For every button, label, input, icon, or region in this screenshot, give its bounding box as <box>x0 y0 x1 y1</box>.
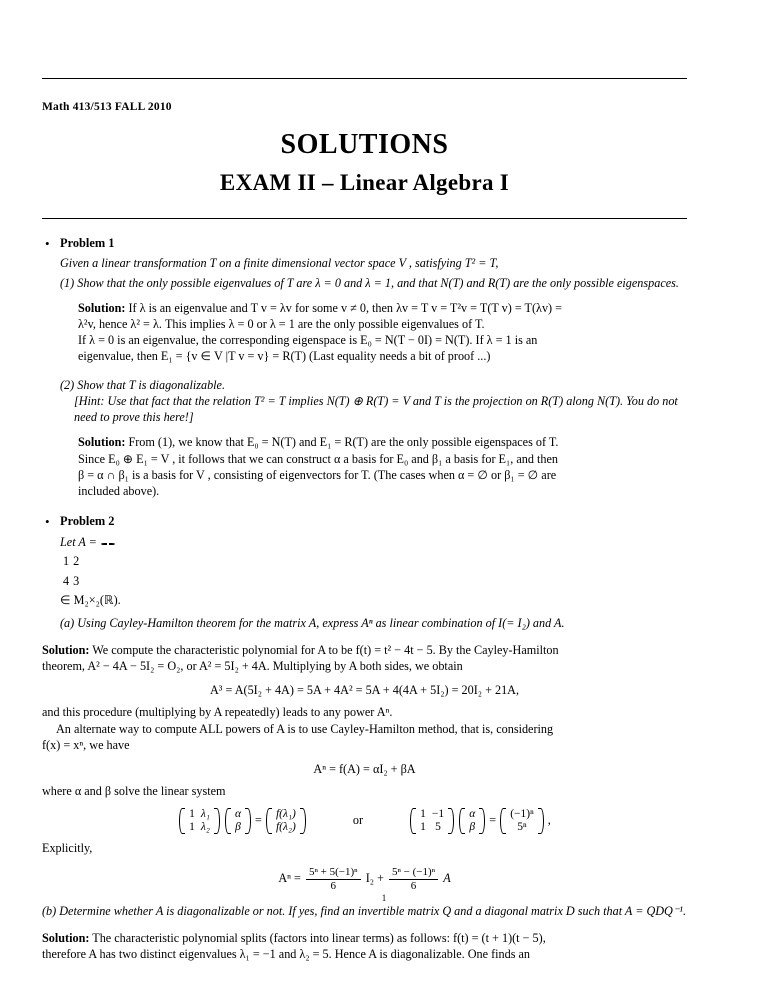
matrix-cell: α <box>234 807 241 820</box>
matrix-cell: α <box>469 807 476 820</box>
display3-prefix: Aⁿ = <box>278 871 301 886</box>
solution-line-1: From (1), we know that E₀ = N(T) and E₁ = R(T) are the only possible eigenspaces of T. <box>128 435 559 450</box>
solution-line-3: β = α ∩ β₁ is a basis for V , consisting of eigenvectors for T. (The cases when α = ∅ or β₁ = ∅ are <box>78 467 557 482</box>
system-rhs-vector-2 <box>500 808 544 834</box>
solution-line-2: λ²v, hence λ² = λ. This implies λ = 0 or λ = 1 are the only possible eigenvalues of T. <box>78 317 485 332</box>
matrix-cell: 1 <box>189 820 195 833</box>
fraction-1 <box>306 866 361 892</box>
system-coefficient-matrix-2 <box>410 808 454 834</box>
system-unknown-vector-2 <box>459 808 485 834</box>
matrix-cell: f(λ₁) <box>275 807 296 820</box>
document-subtitle: EXAM II – Linear Algebra I <box>219 170 510 195</box>
solution-line-4: included above). <box>78 484 160 499</box>
title-rule <box>42 218 687 219</box>
problem-2 <box>42 513 687 631</box>
problem-2-heading: • Problem 2 <box>60 514 115 529</box>
problem-1-part-2-label: (2) <box>60 377 75 392</box>
fraction-denominator: 6 <box>389 879 438 893</box>
fraction-numerator: 5ⁿ + 5(−1)ⁿ <box>308 866 358 879</box>
explicitly-label: Explicitly, <box>42 841 93 856</box>
solution-line-2: Since E₀ ⊕ E₁ = V , it follows that we can construct α a basis for E₀ and β₁ a basis for E₁, and then <box>78 451 558 466</box>
fraction-denominator: 6 <box>306 879 361 893</box>
top-rule <box>42 78 687 79</box>
matrix-A-cell: 1 <box>63 553 70 568</box>
problem-2-solution-a <box>42 642 687 674</box>
let-prefix: Let A = <box>60 534 97 549</box>
system-trailer: , <box>547 812 551 827</box>
page-number: 1 <box>381 893 387 903</box>
document-title: SOLUTIONS <box>280 129 449 160</box>
matrix-cell: 5 <box>435 820 441 833</box>
problem-1-part-2 <box>60 377 687 426</box>
solution-line-2: theorem, A² − 4A − 5I₂ = O₂, or A² = 5I₂ + 4A. Multiplying by A both sides, we obtain <box>42 659 463 674</box>
solution-line-4: An alternate way to compute ALL powers of A is to use Cayley-Hamilton method, that is, considering <box>56 721 554 736</box>
problem-1-statement: Given a linear transformation T on a finite dimensional vector space V , satisfying T² = T, <box>60 256 499 271</box>
matrix-cell: β <box>235 820 241 833</box>
matrix-cell: −1 <box>431 807 445 820</box>
fraction-numerator: 5ⁿ − (−1)ⁿ <box>391 866 436 879</box>
problem-1-part-1-text: Show that the only possible eigenvalues of T are λ = 0 and λ = 1, and that N(T) and R(T) are the only possible eigenspaces. <box>77 275 679 290</box>
solution-label: Solution: <box>78 300 126 315</box>
let-suffix: ∈ M₂×₂(ℝ). <box>60 593 121 608</box>
matrix-cell: 1 <box>420 807 426 820</box>
display-equation-3 <box>42 866 687 892</box>
matrix-cell: β <box>469 820 476 833</box>
matrix-cell: λ₂ <box>200 820 210 833</box>
matrix-cell: λ₁ <box>200 807 210 820</box>
solution-line-2: therefore A has two distinct eigenvalues λ₁ = −1 and λ₂ = 5. Hence A is diagonalizable. One finds an <box>42 946 531 961</box>
display3-suffix: A <box>443 871 451 886</box>
title-block <box>42 127 687 198</box>
matrix-cell: f(λ₂) <box>275 820 296 833</box>
solution-line-1: The characteristic polynomial splits (factors into linear terms) as follows: f(t) = (t + 1)(t − 5), <box>92 930 546 945</box>
solution-line-5: f(x) = xⁿ, we have <box>42 737 130 752</box>
problem-2-part-a: (a) Using Cayley-Hamilton theorem for the matrix A, express Aⁿ as linear combination of I(= I₂) and A. <box>60 615 565 630</box>
problem-1-heading: • Problem 1 <box>60 235 115 250</box>
solution-label: Solution: <box>78 435 126 450</box>
system-or-label: or <box>352 812 364 827</box>
problem-2-let-line <box>60 534 687 550</box>
problem-1-part-1 <box>60 275 687 291</box>
matrix-A-cell: 2 <box>73 553 80 568</box>
solution-label: Solution: <box>42 930 90 945</box>
matrix-A-cell: 3 <box>73 574 80 589</box>
display-linear-system: 1 λ₁ 1 λ₂ α β = f(λ₁) f(λ₂) or 1 −1 1 5 α β = (−1)ⁿ 5ⁿ , <box>42 808 687 834</box>
problem-1-part-2-hint: [Hint: Use that fact that the relation T² = T implies N(T) ⊕ R(T) = V and T is the projection on R(T) along N(T). You do not need to prove this here!] <box>74 393 678 425</box>
problem-1-part-2-solution <box>78 434 687 499</box>
fraction-2 <box>389 866 438 892</box>
solution-line-1: We compute the characteristic polynomial for A to be f(t) = t² − 4t − 5. By the Cayley-Hamilton <box>92 642 559 657</box>
solution-line-6: where α and β solve the linear system <box>42 784 226 799</box>
problem-1 <box>42 235 687 499</box>
system-coefficient-matrix-1 <box>179 808 220 834</box>
solution-line-3: and this procedure (multiplying by A repeatedly) leads to any power Aⁿ. <box>42 705 393 720</box>
problem-1-part-1-label: (1) <box>60 275 75 290</box>
course-header: Math 413/513 FALL 2010 <box>42 101 172 113</box>
solution-label: Solution: <box>42 642 90 657</box>
document-body <box>42 235 687 962</box>
problem-2-part-b: (b) Determine whether A is diagonalizable or not. If yes, find an invertible matrix Q and a diagonal matrix D such that A = QDQ⁻¹. <box>42 903 686 918</box>
problem-1-part-1-solution <box>78 300 687 365</box>
matrix-cell: 1 <box>189 807 195 820</box>
matrix-cell: 1 <box>420 820 426 833</box>
system-unknown-vector-1 <box>225 808 251 834</box>
matrix-A-cell: 4 <box>63 574 70 589</box>
system-rhs-vector-1 <box>266 808 306 834</box>
display-equation-1: A³ = A(5I₂ + 4A) = 5A + 4A² = 5A + 4(4A + 5I₂) = 20I₂ + 21A, <box>209 683 520 698</box>
display3-mid: I₂ + <box>365 871 384 886</box>
solution-line-3: If λ = 0 is an eigenvalue, the corresponding eigenspace is E₀ = N(T − 0I) = N(T). If λ = 1 is an <box>78 333 538 348</box>
page-content <box>42 78 687 962</box>
solution-line-4: eigenvalue, then E₁ = {v ∈ V |T v = v} = R(T) (Last equality needs a bit of proof ...) <box>78 349 491 364</box>
matrix-cell: 5ⁿ <box>517 820 527 833</box>
matrix-cell: (−1)ⁿ <box>510 807 534 820</box>
display-equation-2: Aⁿ = f(A) = αI₂ + βA <box>313 762 416 777</box>
problem-1-part-2-text: Show that T is diagonalizable. <box>77 377 226 392</box>
problem-2-solution-b <box>42 930 687 962</box>
solution-line-1: If λ is an eigenvalue and T v = λv for some v ≠ 0, then λv = T v = T²v = T(T v) = T(λv) = <box>128 300 563 315</box>
